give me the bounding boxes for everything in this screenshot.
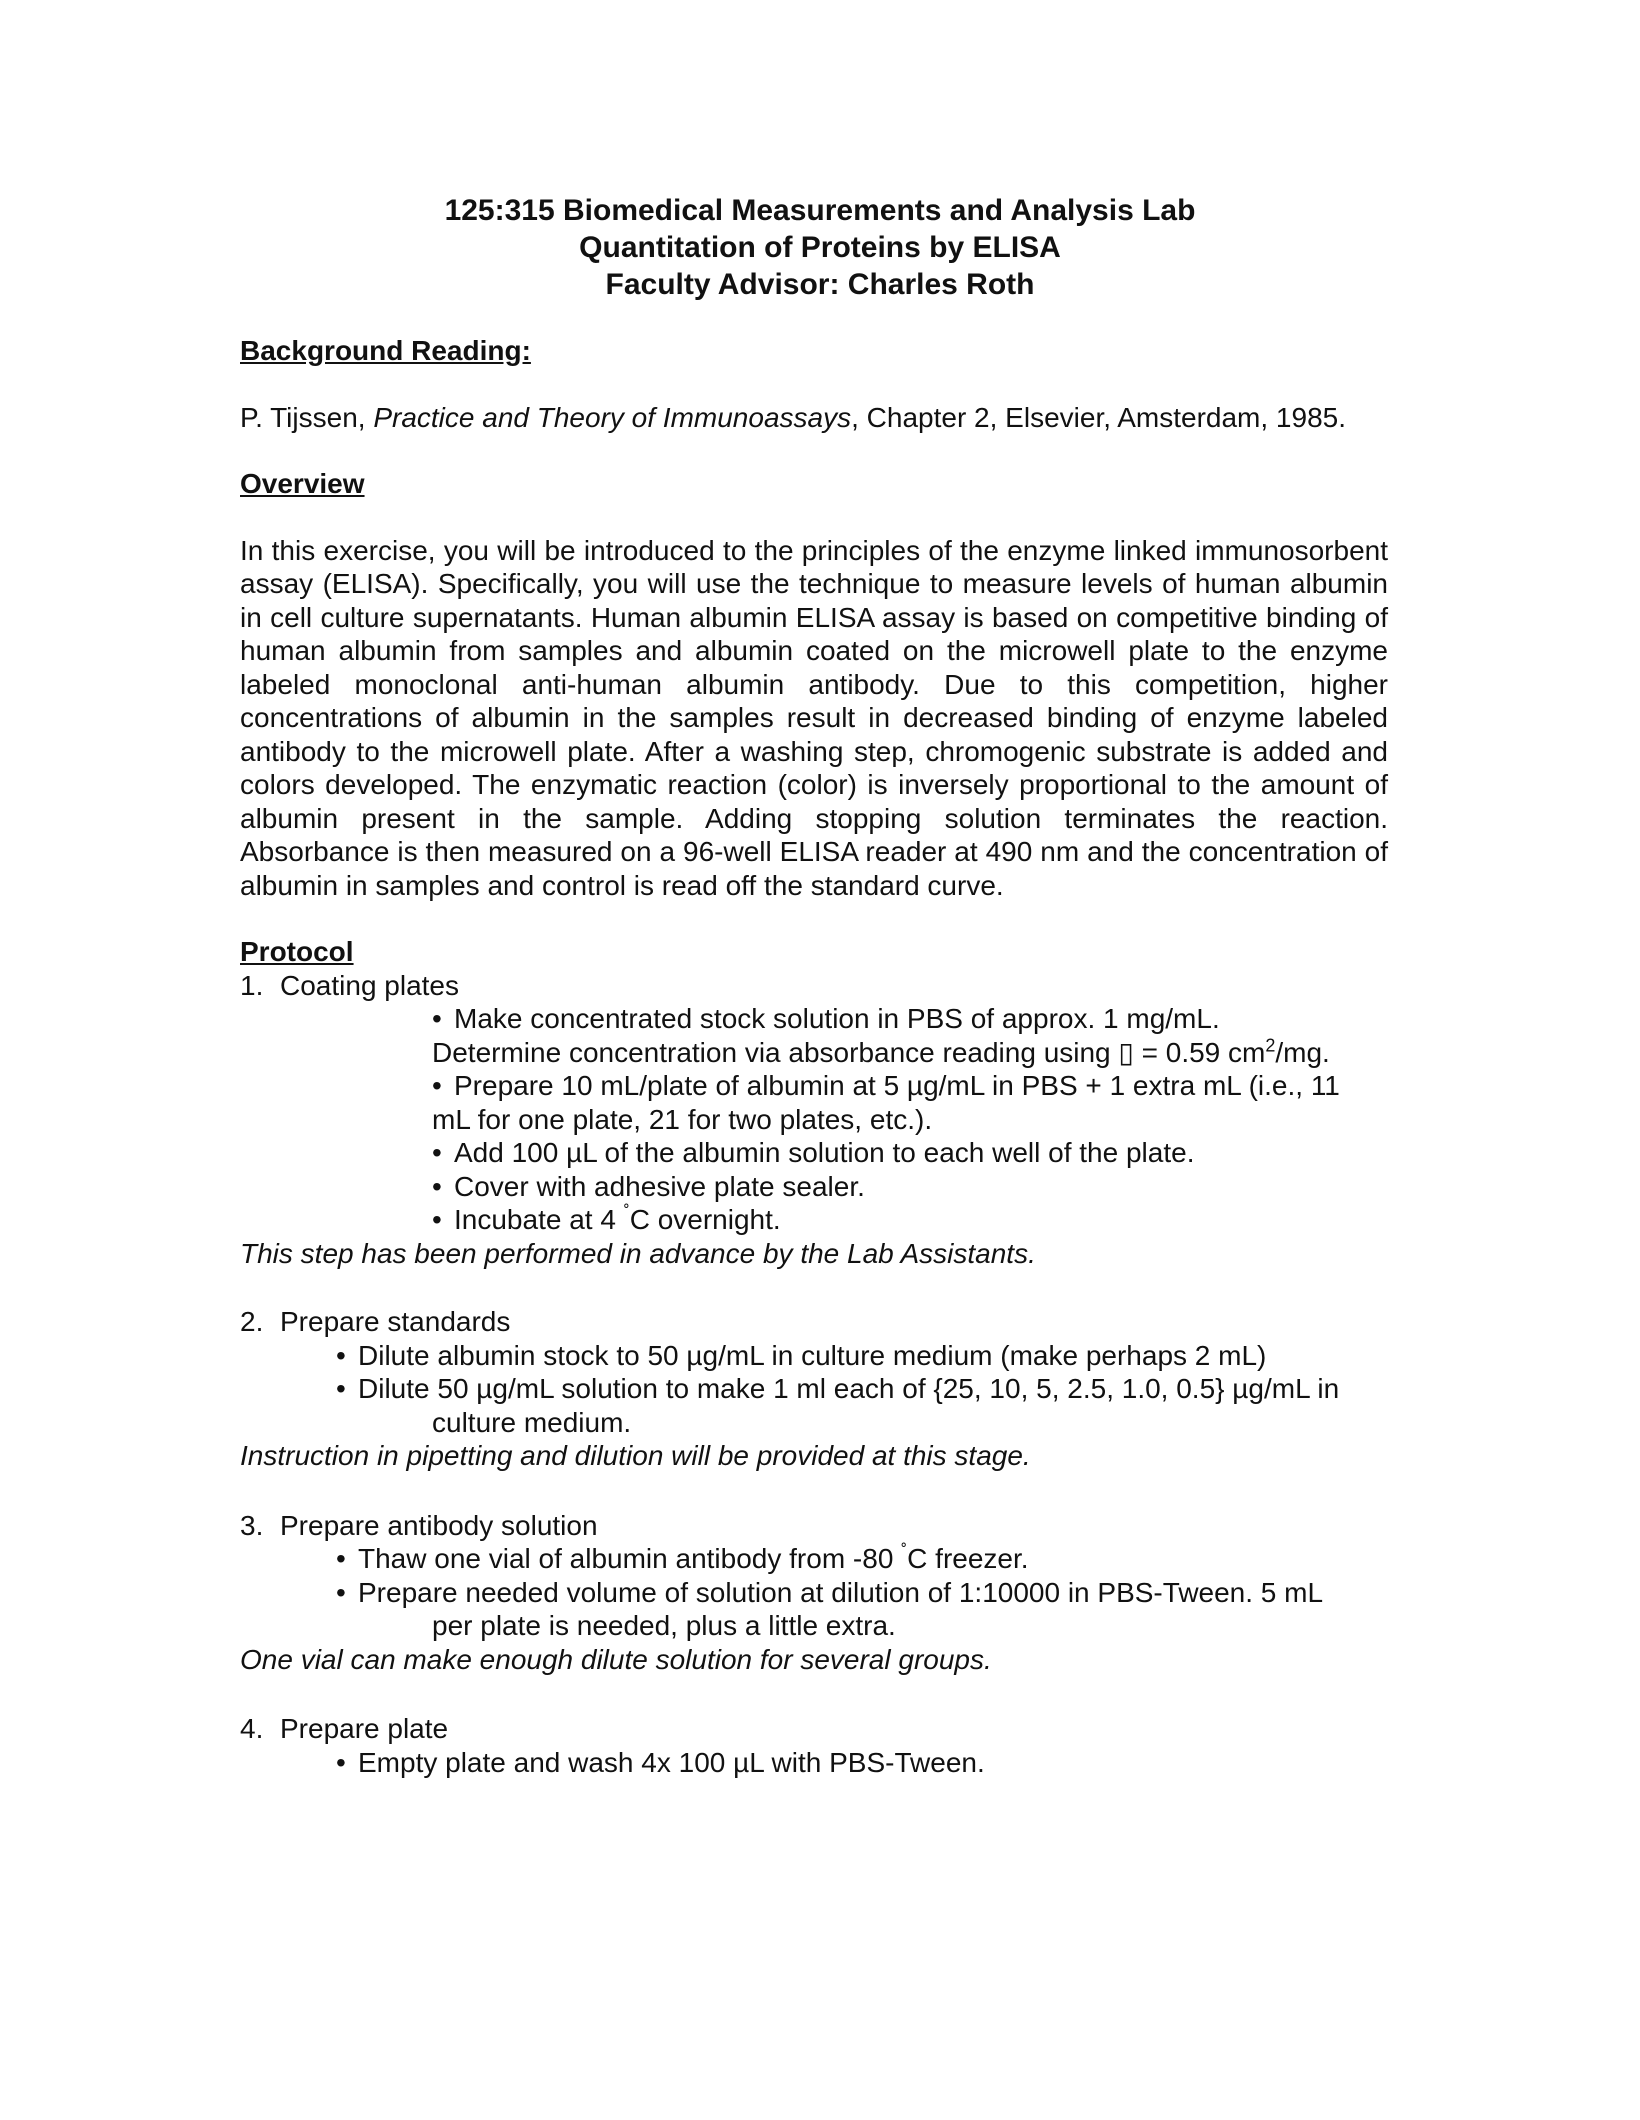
- list-item-continuation: Determine concentration via absorbance reading using ▯ = 0.59 $cm^2/mg$.: [432, 1035, 1330, 1068]
- step-4-label: 4. Prepare plate: [240, 1713, 449, 1744]
- list-item: • Thaw one vial of albumin antibody from -80 ˚C freezer.: [336, 1541, 1029, 1574]
- list-item: • Make concentrated stock solution in PBS of approx. 1 mg/mL.: [432, 1003, 1220, 1034]
- step-2-label: 2. Prepare standards: [240, 1306, 511, 1337]
- step-2-note: Instruction in pipetting and dilution will be provided at this stage.: [240, 1440, 1031, 1471]
- overview-heading: Overview: [240, 468, 365, 499]
- reference-book-title: Practice and Theory of Immunoassays: [373, 401, 852, 433]
- list-item-continuation: per plate is needed, plus a little extra.: [432, 1610, 896, 1641]
- title-block: [0, 192, 1640, 303]
- document-title: Quantitation of Proteins by ELISA: [579, 231, 1061, 264]
- step-1-label: 1. Coating plates: [240, 969, 460, 1001]
- list-item: • Add 100 µL of the albumin solution to each well of the plate.: [432, 1137, 1195, 1168]
- step-3-note: One vial can make enough dilute solution for several groups.: [240, 1643, 992, 1675]
- step-3-label: 3. Prepare antibody solution: [240, 1509, 598, 1541]
- list-item: • Cover with adhesive plate sealer.: [432, 1170, 865, 1202]
- reference-details: , Chapter 2, Elsevier, Amsterdam, 1985.: [851, 401, 1347, 433]
- list-item: • Dilute albumin stock to 50 µg/mL in culture medium (make perhaps 2 mL): [336, 1339, 1267, 1371]
- faculty-advisor: Faculty Advisor: Charles Roth: [605, 268, 1035, 301]
- list-item: • Prepare 10 mL/plate of albumin at 5 µg/mL in PBS + 1 extra mL (i.e., 11: [432, 1070, 1340, 1101]
- reference-author: P. Tijssen,: [240, 401, 374, 433]
- list-item: • Empty plate and wash 4x 100 µL with PBS-Tween.: [336, 1746, 985, 1778]
- list-item: • Incubate at 4 ˚C overnight.: [432, 1202, 781, 1235]
- protocol-heading: Protocol: [240, 936, 354, 967]
- list-item: • Prepare needed volume of solution at dilution of 1:10000 in PBS-Tween. 5 mL: [336, 1576, 1324, 1608]
- list-item-continuation: mL for one plate, 21 for two plates, etc.).: [432, 1103, 933, 1135]
- extinction-coefficient-symbol: ▯: [1118, 1036, 1134, 1068]
- list-item-continuation: culture medium.: [432, 1406, 632, 1438]
- reference-citation: [240, 401, 1388, 435]
- step-1-note: This step has been performed in advance by the Lab Assistants.: [240, 1237, 1036, 1269]
- document-body: [240, 334, 1388, 1779]
- course-title: 125:315 Biomedical Measurements and Analysis Lab: [444, 194, 1196, 227]
- overview-paragraph: In this exercise, you will be introduced to the principles of the enzyme linked immunosorbent assay (ELISA). Specifically, you will use the technique to measure levels of human albumin in cell culture supernatants. Human albumin ELISA assay is based on competitive binding of human albumin from samples and albumin coated on the microwell plate to the enzyme labeled monoclonal anti-human albumin antibody. Due to this competition, higher concentrations of albumin in the samples result in decreased binding of enzyme labeled antibody to the microwell plate. After a washing step, chromogenic substrate is added and colors developed. The enzymatic reaction (color) is inversely proportional to the amount of albumin present in the sample. Adding stopping solution terminates the reaction. Absorbance is then measured on a 96-well ELISA reader at 490 nm and the concentration of albumin in samples and control is read off the standard curve.: [240, 534, 1388, 901]
- list-item: • Dilute 50 µg/mL solution to make 1 ml each of {25, 10, 5, 2.5, 1.0, 0.5} µg/mL in: [336, 1373, 1340, 1404]
- background-heading: Background Reading:: [240, 335, 531, 366]
